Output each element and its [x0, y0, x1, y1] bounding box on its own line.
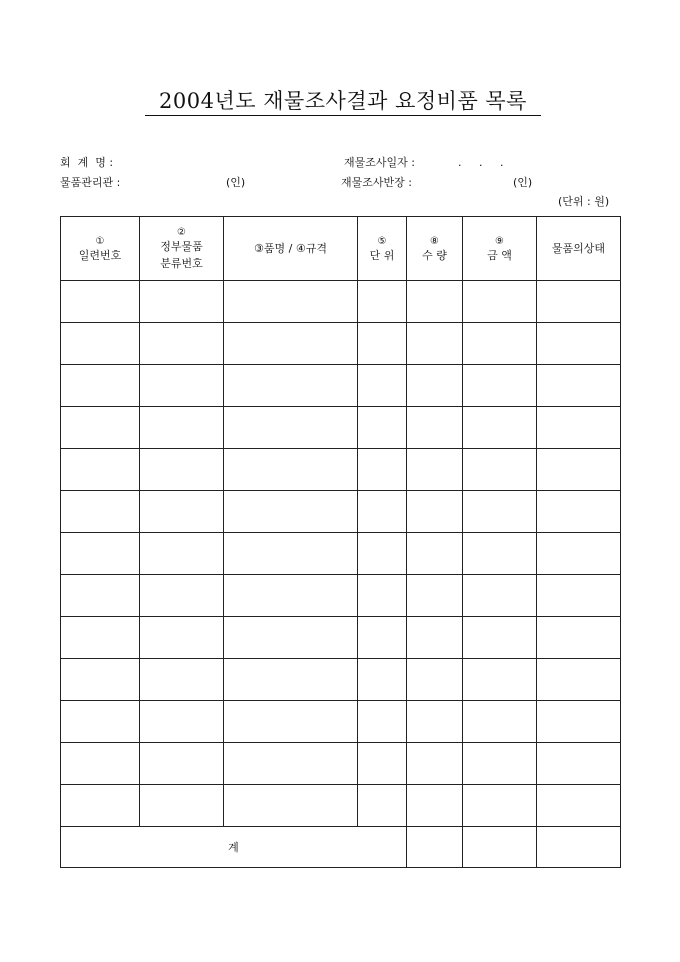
table-cell [61, 449, 140, 491]
table-cell [358, 407, 407, 449]
table-row [61, 365, 621, 407]
table-cell [407, 323, 463, 365]
table-row [61, 407, 621, 449]
table-cell [61, 491, 140, 533]
table-cell [358, 491, 407, 533]
table-cell [463, 617, 537, 659]
table-cell [61, 533, 140, 575]
table-cell [224, 785, 358, 827]
table-cell [140, 659, 224, 701]
table-cell [463, 659, 537, 701]
table-cell [140, 323, 224, 365]
header-gov-classification: ② 정부물품 분류번호 [140, 217, 224, 281]
table-cell [537, 617, 621, 659]
table-cell [407, 659, 463, 701]
table-cell [140, 785, 224, 827]
table-cell [358, 785, 407, 827]
table-row [61, 575, 621, 617]
header-condition: 물품의상태 [537, 217, 621, 281]
table-cell [407, 575, 463, 617]
table-row [61, 281, 621, 323]
goods-manager-label: 물품관리관 : [60, 176, 121, 189]
table-row [61, 659, 621, 701]
table-cell [61, 365, 140, 407]
leader-seal-mark: (인) [513, 176, 533, 189]
table-cell [61, 575, 140, 617]
table-cell [61, 281, 140, 323]
table-cell [140, 533, 224, 575]
table-cell [537, 533, 621, 575]
table-cell [407, 449, 463, 491]
table-cell [358, 449, 407, 491]
table-cell [140, 281, 224, 323]
total-amount-cell [463, 827, 537, 868]
table-cell [407, 533, 463, 575]
table-cell [61, 785, 140, 827]
table-cell [407, 743, 463, 785]
survey-date-value: . . . [458, 156, 504, 169]
table-cell [224, 533, 358, 575]
table-cell [140, 449, 224, 491]
total-row [61, 827, 621, 868]
table-cell [407, 281, 463, 323]
total-label: 계 [61, 827, 407, 868]
table-cell [537, 323, 621, 365]
header-amount: ⑨ 금 액 [463, 217, 537, 281]
table-cell [61, 743, 140, 785]
table-cell [224, 365, 358, 407]
table-header-row [61, 217, 621, 281]
table-cell [140, 743, 224, 785]
total-condition-cell [537, 827, 621, 868]
table-cell [537, 659, 621, 701]
manager-seal-mark: (인) [226, 176, 246, 189]
table-cell [358, 617, 407, 659]
table-cell [224, 659, 358, 701]
table-cell [537, 365, 621, 407]
table-row [61, 701, 621, 743]
table-row [61, 491, 621, 533]
table-cell [358, 575, 407, 617]
table-cell [140, 617, 224, 659]
table-cell [61, 617, 140, 659]
table-cell [224, 701, 358, 743]
table-row [61, 533, 621, 575]
table-cell [358, 743, 407, 785]
inventory-table [60, 216, 621, 868]
header-name-spec: ③품명 / ④규격 [224, 217, 358, 281]
table-cell [358, 659, 407, 701]
table-cell [463, 785, 537, 827]
title-underline [145, 115, 541, 116]
table-cell [463, 743, 537, 785]
table-cell [407, 491, 463, 533]
table-row [61, 743, 621, 785]
table-cell [358, 533, 407, 575]
table-row [61, 617, 621, 659]
table-cell [224, 743, 358, 785]
table-cell [407, 701, 463, 743]
table-cell [61, 407, 140, 449]
table-cell [537, 407, 621, 449]
table-cell [407, 617, 463, 659]
survey-leader-label: 재물조사반장 : [341, 176, 412, 189]
accounting-name-label: 회 계 명 : [60, 156, 114, 169]
table-cell [358, 365, 407, 407]
table-cell [537, 785, 621, 827]
table-cell [463, 281, 537, 323]
table-cell [224, 491, 358, 533]
table-cell [358, 701, 407, 743]
table-cell [463, 533, 537, 575]
table-cell [537, 743, 621, 785]
table-row [61, 449, 621, 491]
table-cell [407, 365, 463, 407]
table-cell [537, 575, 621, 617]
table-cell [224, 281, 358, 323]
header-quantity: ⑧ 수 량 [407, 217, 463, 281]
page-title: 2004년도 재물조사결과 요정비품 목록 [159, 89, 527, 113]
table-cell [140, 407, 224, 449]
table-cell [537, 491, 621, 533]
table-cell [358, 281, 407, 323]
table-cell [463, 491, 537, 533]
table-cell [61, 323, 140, 365]
table-row [61, 323, 621, 365]
table-cell [407, 407, 463, 449]
table-cell [140, 491, 224, 533]
header-serial-number: ① 일련번호 [61, 217, 140, 281]
table-cell [537, 701, 621, 743]
table-cell [537, 449, 621, 491]
table-cell [224, 575, 358, 617]
table-cell [463, 323, 537, 365]
table-row [61, 785, 621, 827]
table-cell [463, 365, 537, 407]
table-cell [463, 701, 537, 743]
table-cell [224, 323, 358, 365]
table-cell [61, 659, 140, 701]
table-cell [224, 617, 358, 659]
table-cell [224, 449, 358, 491]
table-cell [537, 281, 621, 323]
total-quantity-cell [407, 827, 463, 868]
table-cell [463, 449, 537, 491]
table-cell [463, 407, 537, 449]
table-cell [61, 701, 140, 743]
header-unit: ⑤ 단 위 [358, 217, 407, 281]
table-cell [463, 575, 537, 617]
table-cell [358, 323, 407, 365]
unit-note: (단위 : 원) [558, 195, 610, 208]
table-cell [140, 701, 224, 743]
table-cell [224, 407, 358, 449]
table-cell [407, 785, 463, 827]
survey-date-label: 재물조사일자 : [344, 156, 415, 169]
table-cell [140, 575, 224, 617]
table-cell [140, 365, 224, 407]
